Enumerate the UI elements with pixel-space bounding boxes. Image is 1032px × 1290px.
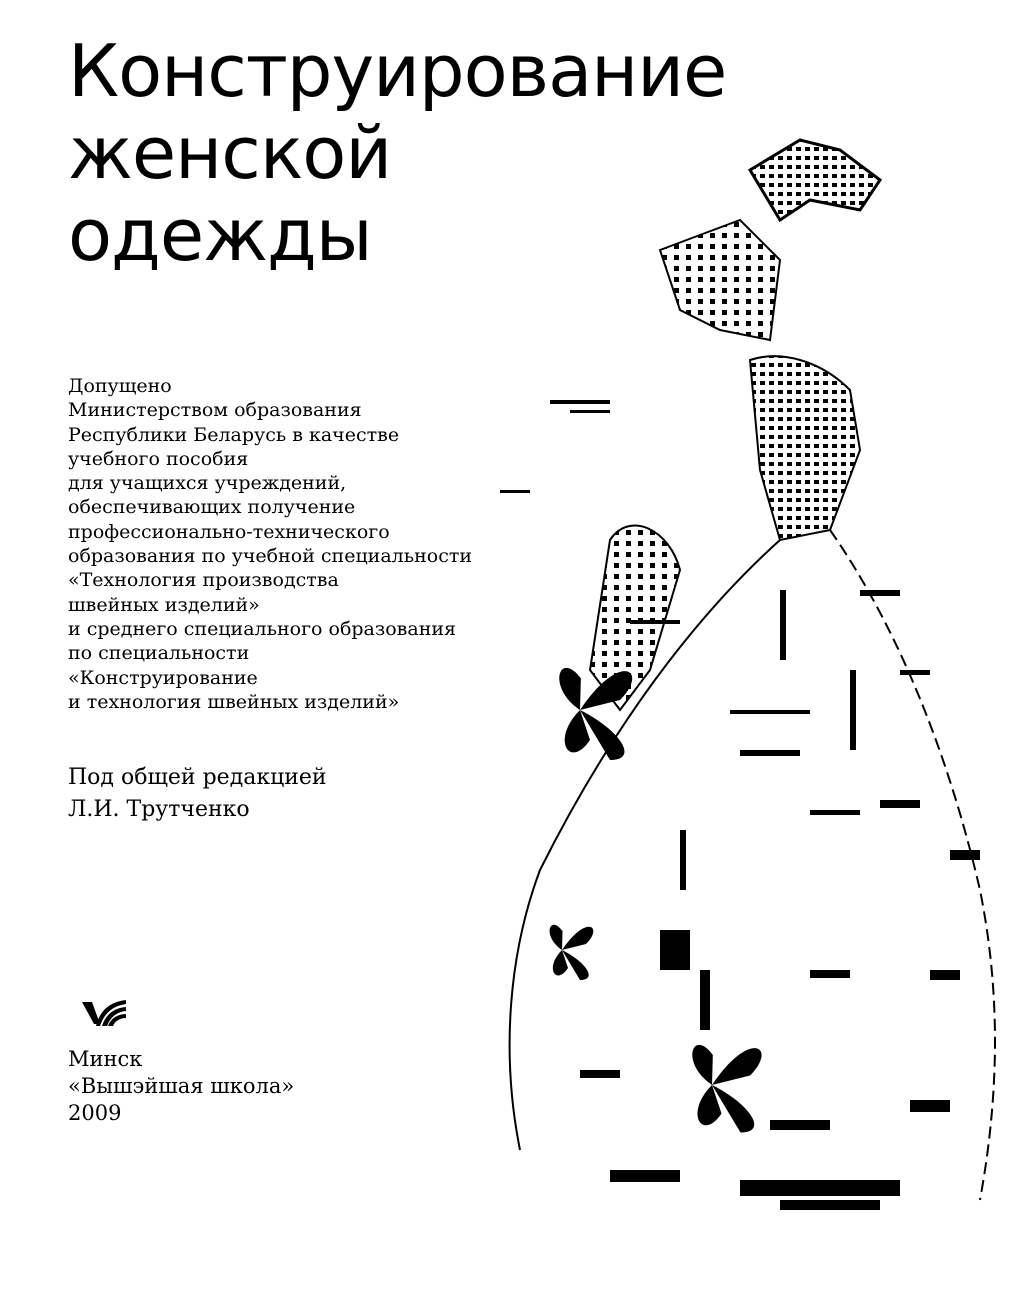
editor-credit [68,762,327,826]
butterfly-icon [684,1043,762,1132]
editor-name: Л.И. Трутченко [68,797,250,822]
approval-line: «Конструирование [68,666,258,689]
approval-line: и среднего специального образования [68,617,457,640]
butterfly-icon [551,666,633,760]
approval-line: обеспечивающих получение [68,496,356,519]
approval-line: Допущено [68,375,172,397]
publication-year: 2009 [68,1101,122,1125]
skirt-outline-right [830,530,995,1200]
publisher-imprint [68,1046,294,1127]
approval-line: «Технология производства [68,569,339,592]
publisher-city: Минск [68,1047,143,1071]
fashion-figure-with-butterflies-illustration [480,110,1020,1280]
approval-line: учебного пособия [68,447,249,470]
approval-line: Министерством образования [68,399,362,422]
approval-line: для учащихся учреждений, [68,472,347,495]
approval-line: профессионально-технического [68,520,390,543]
editor-label: Под общей редакцией [68,765,327,790]
publisher-name: «Вышэйшая школа» [68,1074,295,1098]
bodice-shape [750,356,860,540]
scarf-shape [660,220,780,340]
book-title-line-3: одежды [68,193,372,277]
approval-line: Республики Беларусь в качестве [68,423,400,446]
approval-line: и технология швейных изделий» [68,690,400,713]
publisher-logo-icon [80,996,128,1032]
approval-line: швейных изделий» [68,593,260,616]
ink-texture [500,400,980,1210]
approval-line: образования по учебной специальности [68,545,473,568]
approval-line: по специальности [68,642,250,665]
approval-statement [68,374,472,714]
book-title-line-1: Конструирование [68,29,727,113]
hat-shape [750,140,880,220]
book-title-line-2: женской [68,111,392,195]
butterfly-icon [544,924,593,980]
